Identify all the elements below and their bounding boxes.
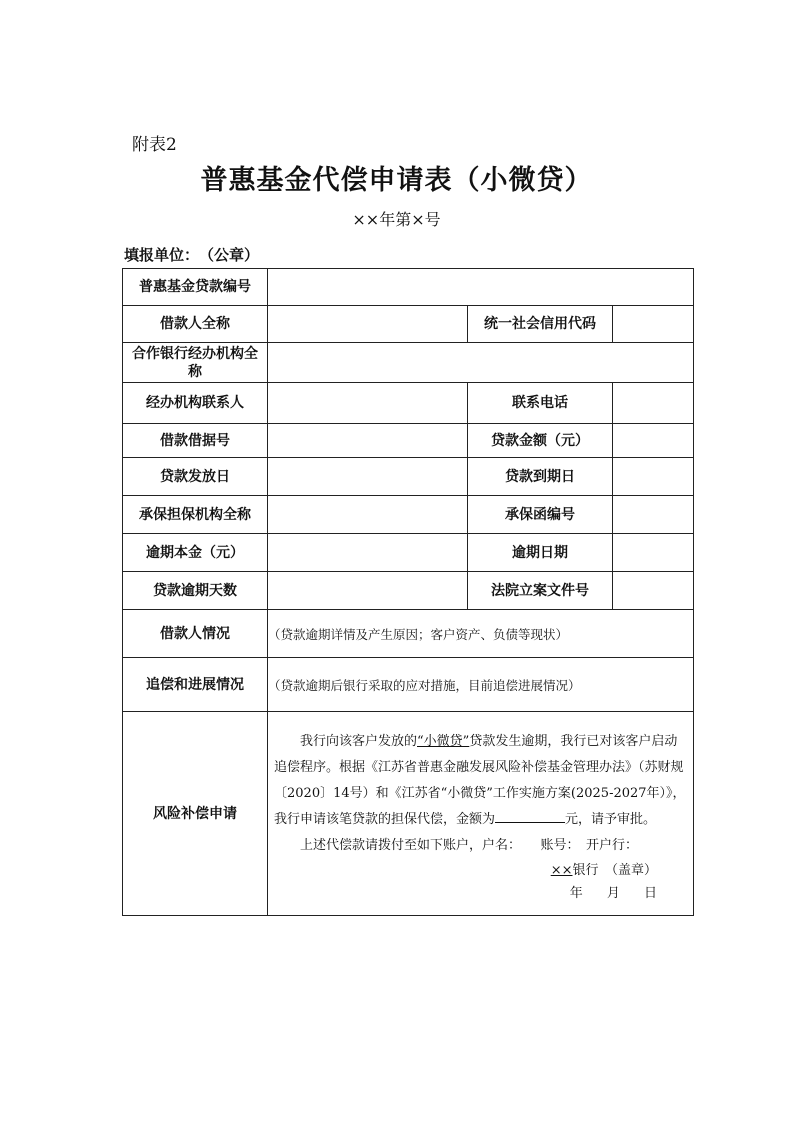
application-form-table	[122, 268, 694, 916]
date-day: 日	[644, 885, 658, 901]
value-recovery-progress[interactable]: （贷款逾期后银行采取的应对措施，目前追偿进展情况）	[268, 658, 694, 712]
label-credit-code: 统一社会信用代码	[468, 306, 613, 343]
table-row	[123, 383, 694, 424]
table-row	[123, 658, 694, 712]
label-overdue-days: 贷款逾期天数	[123, 572, 268, 610]
date-year: 年	[569, 885, 583, 901]
bank-signature	[268, 859, 693, 883]
table-row	[123, 534, 694, 572]
label-risk-compensation: 风险补偿申请	[123, 712, 268, 916]
value-guarantor-name[interactable]	[268, 496, 468, 534]
table-row	[123, 458, 694, 496]
value-maturity-date[interactable]	[613, 458, 694, 496]
form-title: 普惠基金代偿申请表（小微贷）	[200, 165, 593, 196]
filling-unit	[124, 244, 259, 265]
application-text-end: 元，请予审批。	[565, 811, 657, 827]
value-court-filing-no[interactable]	[613, 572, 694, 610]
value-overdue-date[interactable]	[613, 534, 694, 572]
value-loan-amount[interactable]	[613, 424, 694, 458]
application-text-body: 贷款发生逾期，我行已对该客户启动追偿程序。根据《江苏省普惠金融发展风险补偿基金管理办法》（苏财规〔2020〕14号）和《江苏省“小微贷”工作实施方案(2025-2027年）》，我行申请该笔贷款的担保代偿，金额为	[274, 733, 686, 827]
label-court-filing-no: 法院立案文件号	[468, 572, 613, 610]
table-row	[123, 572, 694, 610]
value-branch-contact[interactable]	[268, 383, 468, 424]
value-receipt-no[interactable]	[268, 424, 468, 458]
label-borrower-name: 借款人全称	[123, 306, 268, 343]
bank-name-placeholder: ××	[550, 862, 573, 878]
value-overdue-principal[interactable]	[268, 534, 468, 572]
document-number: ××年第×号	[352, 210, 441, 229]
date-month: 月	[606, 885, 620, 901]
label-guarantee-letter-no: 承保函编号	[468, 496, 613, 534]
value-contact-phone[interactable]	[613, 383, 694, 424]
account-line: 上述代偿款请拨付至如下账户，户名： 账号： 开户行：	[300, 837, 639, 853]
amount-blank[interactable]	[495, 808, 565, 823]
annex-label: 附表2	[132, 135, 177, 155]
table-row	[123, 424, 694, 458]
value-borrower-status[interactable]: （贷款逾期详情及产生原因；客户资产、负债等现状）	[268, 610, 694, 658]
label-loan-amount: 贷款金额（元）	[468, 424, 613, 458]
bank-seal-label: 银行 （盖章）	[572, 862, 658, 878]
table-row	[123, 610, 694, 658]
label-overdue-principal: 逾期本金（元）	[123, 534, 268, 572]
label-overdue-date: 逾期日期	[468, 534, 613, 572]
label-maturity-date: 贷款到期日	[468, 458, 613, 496]
value-credit-code[interactable]	[613, 306, 694, 343]
risk-compensation-application	[268, 712, 694, 916]
value-guarantee-letter-no[interactable]	[613, 496, 694, 534]
application-text-start: 我行向该客户发放的	[300, 733, 418, 749]
value-issue-date[interactable]	[268, 458, 468, 496]
product-name: “小微贷”	[417, 733, 470, 749]
value-borrower-name[interactable]	[268, 306, 468, 343]
application-paragraph	[268, 723, 693, 833]
filling-unit-label: 填报单位：	[124, 246, 200, 264]
filling-unit-seal: （公章）	[199, 246, 260, 264]
label-receipt-no: 借款借据号	[123, 424, 268, 458]
label-recovery-progress: 追偿和进展情况	[123, 658, 268, 712]
table-row	[123, 269, 694, 306]
label-guarantor-name: 承保担保机构全称	[123, 496, 268, 534]
label-fund-loan-no: 普惠基金贷款编号	[123, 269, 268, 306]
value-bank-branch[interactable]	[268, 343, 694, 383]
label-contact-phone: 联系电话	[468, 383, 613, 424]
table-row	[123, 306, 694, 343]
label-issue-date: 贷款发放日	[123, 458, 268, 496]
table-row	[123, 343, 694, 383]
label-borrower-status: 借款人情况	[123, 610, 268, 658]
label-bank-branch: 合作银行经办机构全称	[123, 343, 268, 383]
value-overdue-days[interactable]	[268, 572, 468, 610]
value-fund-loan-no[interactable]	[268, 269, 694, 306]
table-row	[123, 712, 694, 916]
signature-date	[268, 883, 693, 905]
table-row	[123, 496, 694, 534]
label-branch-contact: 经办机构联系人	[123, 383, 268, 424]
